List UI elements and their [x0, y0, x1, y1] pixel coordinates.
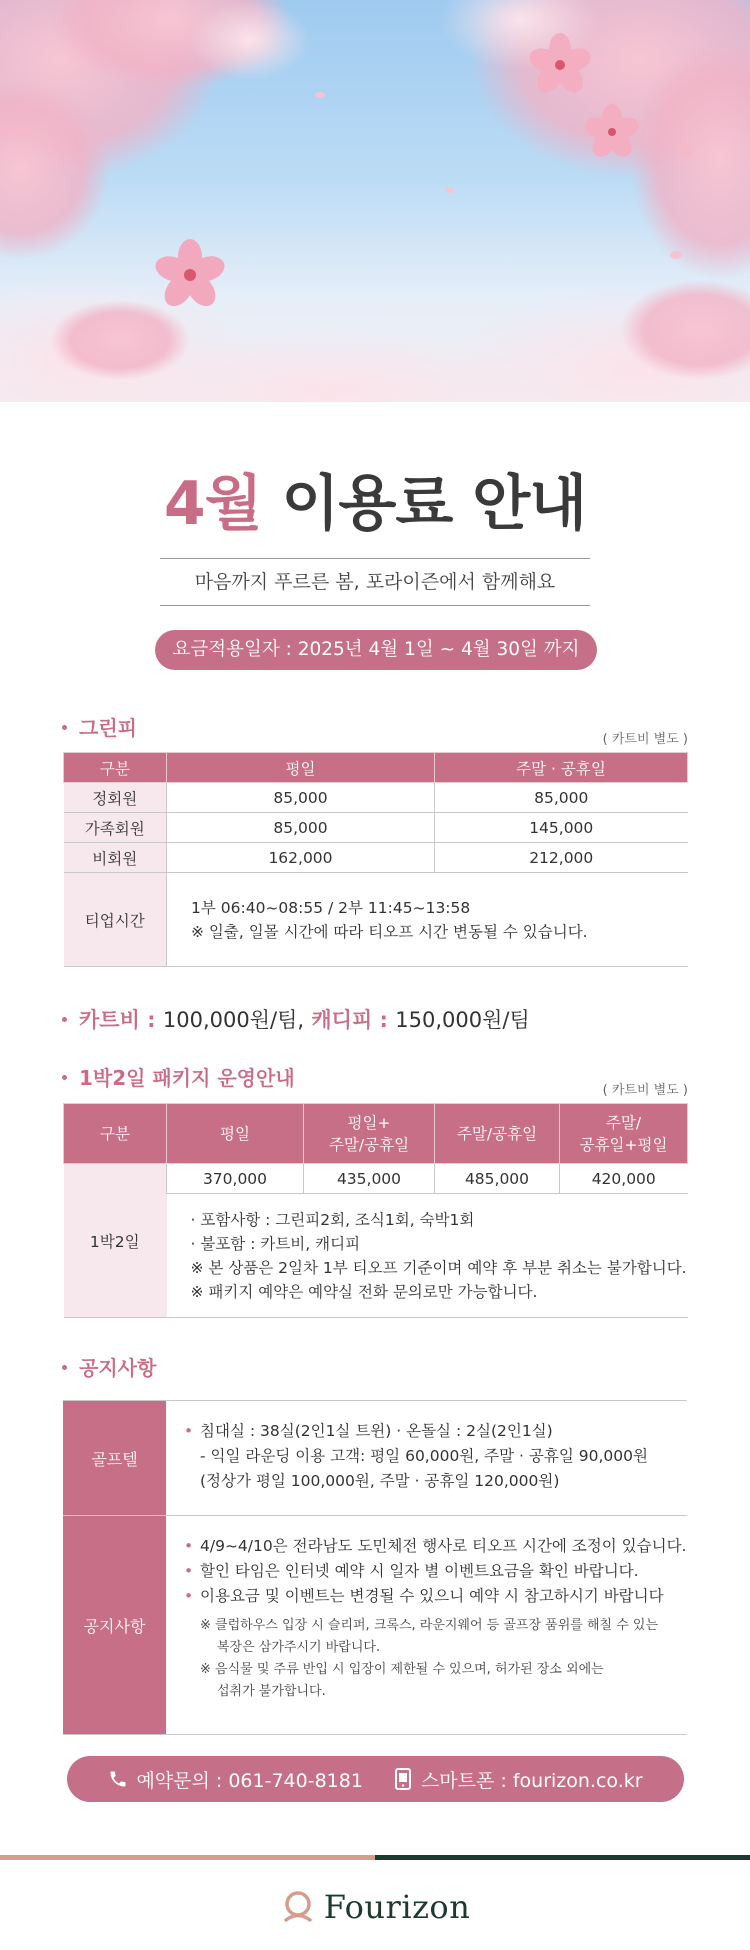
table-cell: 85,000 [167, 813, 435, 843]
section-heading-package: 1박2일 패키지 운영안내 [62, 1062, 295, 1091]
cherry-blossom-illustration [0, 0, 750, 402]
notice-small: 섭취가 불가합니다. [217, 1684, 326, 1699]
hero-image [0, 0, 750, 402]
period-badge: 요금적용일자 : 2025년 4월 1일 ~ 4월 30일 까지 [155, 630, 597, 670]
table-row [64, 843, 688, 873]
teeup-row [64, 873, 688, 967]
notice-table [63, 1400, 687, 1735]
package-info [167, 1194, 688, 1318]
table-cell: 435,000 [304, 1164, 435, 1194]
logo-mark-icon [280, 1889, 316, 1925]
table-cell: 85,000 [435, 783, 688, 813]
phone-label: 예약문의 : 061-740-8181 [136, 1769, 363, 1792]
col-header: 구분 [64, 753, 167, 783]
info-line: · 불포함 : 카트비, 캐디피 [190, 1234, 361, 1253]
col-header: 구분 [64, 1104, 167, 1164]
teeup-info [167, 873, 688, 967]
web-contact[interactable] [393, 1766, 643, 1793]
cart-caddy-fees [62, 1004, 530, 1034]
footer-divider-left [0, 1855, 375, 1860]
greenfee-table [63, 752, 688, 967]
table-header-row [64, 753, 688, 783]
row-label: 가족회원 [64, 813, 167, 843]
golftel-row [63, 1400, 687, 1515]
table-cell: 162,000 [167, 843, 435, 873]
notice-item: • 이용요금 및 이벤트는 변경될 수 있으니 예약 시 참고하시기 바랍니다 [184, 1584, 686, 1609]
notice-item: • 4/9~4/10은 전라남도 도민체전 행사로 티오프 시간에 조정이 있습니다. [184, 1534, 686, 1559]
title-month: 4월 [163, 469, 262, 539]
info-line: · 포함사항 : 그린피2회, 조식1회, 숙박1회 [190, 1210, 475, 1229]
cart-fee-label: 카트비 : [79, 1008, 156, 1032]
row-label: 티업시간 [64, 873, 167, 967]
info-line: (정상가 평일 100,000원, 주말 · 공휴일 120,000원) [200, 1472, 560, 1490]
brand-logo [0, 1888, 750, 1926]
table-row [64, 813, 688, 843]
notice-small: ※ 음식물 및 주류 반입 시 입장이 제한될 수 있으며, 허가된 장소 외에는 [200, 1662, 604, 1677]
table-row [64, 1164, 688, 1194]
col-header: 주말/공휴일 [435, 1104, 560, 1164]
notices-info [166, 1516, 686, 1734]
phone-icon [108, 1769, 128, 1789]
bullet-dot [62, 1017, 67, 1022]
table-cell: 212,000 [435, 843, 688, 873]
table-cell: 420,000 [560, 1164, 688, 1194]
table-cell: 85,000 [167, 783, 435, 813]
table-row [64, 783, 688, 813]
table-cell: 485,000 [435, 1164, 560, 1194]
cart-fee-note: ( 카트비 별도 ) [602, 732, 688, 747]
bullet-dot [62, 1075, 67, 1080]
info-line: ※ 본 상품은 2일차 1부 티오프 기준이며 예약 후 부분 취소는 불가합니다. [190, 1258, 687, 1277]
col-header: 평일 [167, 753, 435, 783]
info-line: - 익일 라운딩 이용 고객: 평일 60,000원, 주말 · 공휴일 90,000원 [200, 1447, 648, 1465]
row-label: 정회원 [64, 783, 167, 813]
section-heading-notice: 공지사항 [62, 1352, 156, 1381]
golftel-info [166, 1401, 648, 1515]
row-label: 비회원 [64, 843, 167, 873]
row-label: 공지사항 [63, 1516, 166, 1734]
page-title [0, 468, 750, 540]
web-label: 스마트폰 : fourizon.co.kr [420, 1769, 643, 1792]
smartphone-icon [393, 1768, 413, 1790]
phone-contact[interactable] [108, 1766, 363, 1793]
cart-fee-note: ( 카트비 별도 ) [602, 1083, 688, 1098]
col-header: 평일 [167, 1104, 304, 1164]
notice-small: ※ 클럽하우스 입장 시 슬리퍼, 크록스, 라운지웨어 등 골프장 품위를 해칠 수 있는 [200, 1618, 659, 1633]
row-label: 1박2일 [64, 1164, 167, 1318]
section-heading-greenfee: 그린피 [62, 712, 137, 741]
table-header-row [64, 1104, 688, 1164]
title-main: 이용료 안내 [261, 469, 587, 539]
bullet-dot [62, 1365, 67, 1370]
caddy-fee-label: 캐디피 : [311, 1008, 388, 1032]
row-label: 골프텔 [63, 1401, 166, 1515]
table-cell: 370,000 [167, 1164, 304, 1194]
subtitle: 마음까지 푸르른 봄, 포라이즌에서 함께해요 [160, 558, 590, 606]
col-header: 주말/ 공휴일+평일 [560, 1104, 688, 1164]
teeup-times: 1부 06:40~08:55 / 2부 11:45~13:58 [191, 898, 471, 917]
notice-item: • 할인 타임은 인터넷 예약 시 일자 별 이벤트요금을 확인 바랍니다. [184, 1559, 686, 1584]
col-header: 주말 · 공휴일 [435, 753, 688, 783]
contact-bar [67, 1756, 684, 1802]
table-cell: 145,000 [435, 813, 688, 843]
notice-small: 복장은 삼가주시기 바랍니다. [217, 1640, 381, 1655]
bullet-dot [62, 725, 67, 730]
footer-divider-right [375, 1855, 750, 1860]
package-table [63, 1103, 688, 1318]
col-header: 평일+ 주말/공휴일 [304, 1104, 435, 1164]
teeup-note: ※ 일출, 일몰 시간에 따라 티오프 시간 변동될 수 있습니다. [191, 922, 588, 941]
cart-fee-value: 100,000원/팀, [162, 1008, 305, 1032]
brand-name: Fourizon [323, 1888, 471, 1926]
caddy-fee-value: 150,000원/팀 [395, 1008, 530, 1032]
notices-row [63, 1515, 687, 1735]
info-line: ※ 패키지 예약은 예약실 전화 문의로만 가능합니다. [190, 1282, 538, 1301]
info-line: • 침대실 : 38실(2인1실 트윈) · 온돌실 : 2실(2인1실) [184, 1419, 648, 1444]
